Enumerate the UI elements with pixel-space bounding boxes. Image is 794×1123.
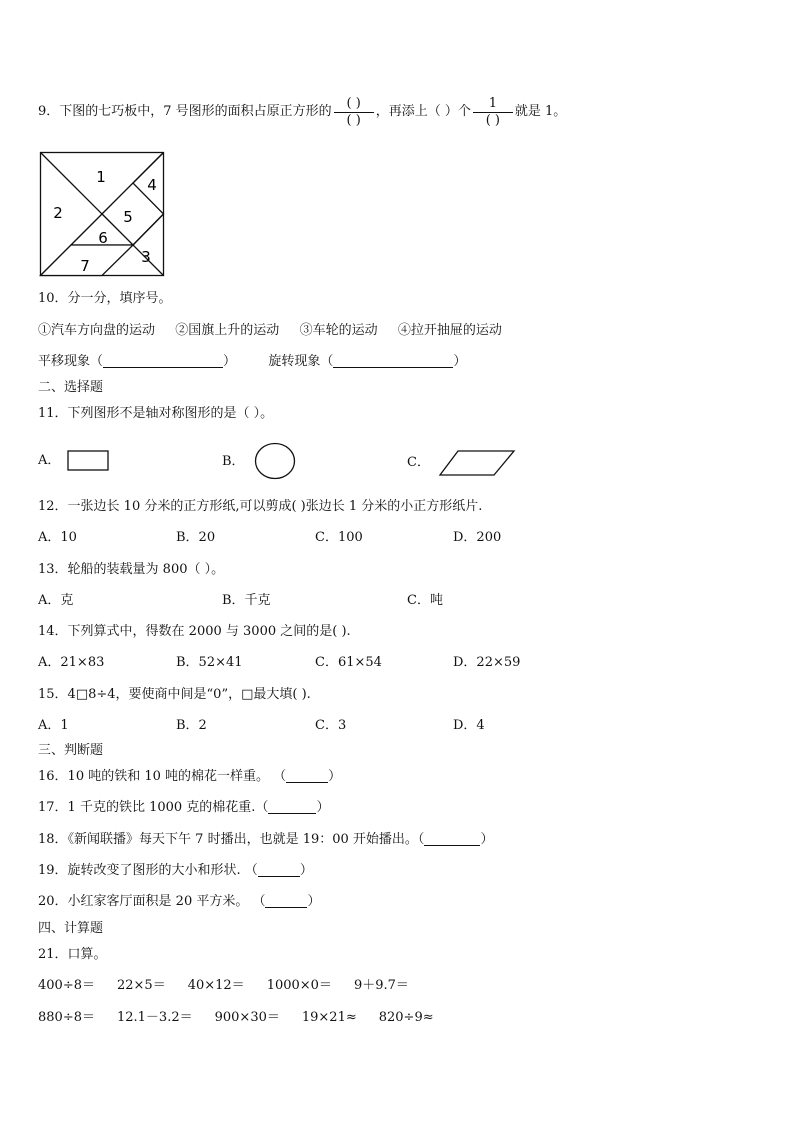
q11-option-c-label: C． bbox=[407, 455, 430, 470]
calc-item: 880÷8＝ bbox=[38, 1010, 95, 1025]
calc-item: 400÷8＝ bbox=[38, 978, 95, 993]
q10-answers bbox=[38, 353, 466, 371]
q16-close: ） bbox=[328, 769, 342, 784]
q16-stem: 16．10 吨的铁和 10 吨的棉花一样重。 （ bbox=[38, 769, 287, 784]
q10-item-2: ②国旗上升的运动 bbox=[175, 323, 280, 338]
q14-option-a[interactable]: A．21×83 bbox=[38, 655, 105, 670]
q15-option-c[interactable]: C．3 bbox=[315, 718, 347, 733]
tangram-label-3: 3 bbox=[141, 248, 151, 266]
q17-blank[interactable] bbox=[268, 800, 316, 814]
q19-stem: 19．旋转改变了图形的大小和形状. （ bbox=[38, 863, 258, 878]
q15-option-b[interactable]: B．2 bbox=[176, 718, 207, 733]
section-calc-heading: 四、计算题 bbox=[38, 921, 104, 936]
q10-item-1: ①汽车方向盘的运动 bbox=[38, 323, 156, 338]
translation-label: 平移现象（ bbox=[38, 354, 104, 369]
q18-line bbox=[38, 831, 493, 849]
tangram-label-7: 7 bbox=[80, 257, 90, 275]
q11-stem: 11．下列图形不是轴对称图形的是（ ）。 bbox=[38, 406, 274, 421]
q18-stem: 18．《新闻联播》每天下午 7 时播出，也就是 19：00 开始播出。（ bbox=[38, 832, 425, 847]
calc-item: 9＋9.7＝ bbox=[353, 978, 409, 993]
q16-blank[interactable] bbox=[286, 769, 328, 783]
q15-stem: 15．4□8÷4，要使商中间是“0”，□最大填( ). bbox=[38, 687, 311, 702]
rotation-label: 旋转现象（ bbox=[268, 354, 334, 369]
parallelogram-shape bbox=[438, 448, 518, 478]
q10-title: 10．分一分，填序号。 bbox=[38, 291, 172, 306]
q14-option-b[interactable]: B．52×41 bbox=[176, 655, 243, 670]
calc-item: 820÷9≈ bbox=[378, 1010, 434, 1025]
translation-blank[interactable] bbox=[103, 354, 223, 368]
q12-option-b[interactable]: B．20 bbox=[176, 530, 216, 545]
q12-option-d[interactable]: D．200 bbox=[453, 530, 502, 545]
q13-option-b[interactable]: B．千克 bbox=[222, 593, 271, 608]
q20-close: ） bbox=[307, 894, 321, 909]
q17-close: ） bbox=[316, 800, 330, 815]
tangram-figure bbox=[38, 150, 168, 278]
q13-stem: 13．轮船的装载量为 800（ ）。 bbox=[38, 562, 225, 577]
rotation-blank[interactable] bbox=[333, 354, 453, 368]
tangram-label-5: 5 bbox=[123, 208, 133, 226]
section-choice-heading: 二、选择题 bbox=[38, 380, 104, 395]
q11-option-c[interactable] bbox=[407, 448, 518, 478]
calc-item: 12.1－3.2＝ bbox=[116, 1010, 193, 1025]
q17-line bbox=[38, 799, 329, 817]
q11-option-b-label: B． bbox=[222, 454, 245, 469]
q15-option-a[interactable]: A．1 bbox=[38, 718, 69, 733]
q20-blank[interactable] bbox=[265, 894, 307, 908]
q9-text-mid: ，再添上（ ）个 bbox=[375, 104, 471, 119]
q20-stem: 20．小红家客厅面积是 20 平方米。 （ bbox=[38, 894, 266, 909]
q9-fraction-2-denominator: ( ) bbox=[485, 112, 500, 128]
q9-text-pre: 9．下图的七巧板中，7 号图形的面积占原正方形的 bbox=[38, 104, 332, 119]
q9-fraction-1 bbox=[334, 96, 374, 129]
q11-option-a-label: A． bbox=[38, 453, 61, 468]
rotation-close: ） bbox=[453, 354, 467, 369]
rectangle-shape bbox=[66, 448, 112, 474]
q12-option-c[interactable]: C．100 bbox=[315, 530, 363, 545]
q21-row-2 bbox=[38, 1009, 456, 1027]
q17-stem: 17．1 千克的铁比 1000 克的棉花重.（ bbox=[38, 800, 269, 815]
q10-item-4: ④拉开抽屉的运动 bbox=[397, 323, 502, 338]
q19-line bbox=[38, 862, 313, 880]
q19-blank[interactable] bbox=[258, 863, 300, 877]
tangram-label-6: 6 bbox=[98, 229, 108, 247]
q9-line bbox=[38, 92, 566, 132]
q14-option-d[interactable]: D．22×59 bbox=[453, 655, 521, 670]
q18-blank[interactable] bbox=[424, 832, 480, 846]
q11-option-a[interactable] bbox=[38, 448, 112, 474]
q14-stem: 14．下列算式中，得数在 2000 与 3000 之间的是( ). bbox=[38, 624, 351, 639]
translation-close: ） bbox=[223, 354, 237, 369]
q9-fraction-2-numerator: 1 bbox=[488, 95, 497, 111]
q9-fraction-2 bbox=[473, 96, 513, 129]
calc-item: 40×12＝ bbox=[187, 978, 245, 993]
tangram-label-2: 2 bbox=[53, 204, 63, 222]
calc-item: 1000×0＝ bbox=[266, 978, 332, 993]
q16-line bbox=[38, 768, 341, 786]
calc-item: 22×5＝ bbox=[116, 978, 166, 993]
q9-fraction-1-denominator: ( ) bbox=[346, 112, 361, 128]
q10-items bbox=[38, 322, 502, 340]
q9-fraction-1-numerator: ( ) bbox=[346, 95, 361, 111]
tangram-label-4: 4 bbox=[147, 176, 157, 194]
q14-option-c[interactable]: C．61×54 bbox=[315, 655, 382, 670]
q18-close: ） bbox=[480, 832, 494, 847]
tangram-label-1: 1 bbox=[96, 168, 106, 186]
q12-option-a[interactable]: A．10 bbox=[38, 530, 77, 545]
q13-option-c[interactable]: C．吨 bbox=[407, 593, 443, 608]
q11-option-b[interactable] bbox=[222, 442, 299, 482]
q19-close: ） bbox=[299, 863, 313, 878]
q9-text-post: 就是 1。 bbox=[514, 104, 567, 119]
circle-shape bbox=[253, 442, 299, 482]
q10-item-3: ③车轮的运动 bbox=[299, 323, 378, 338]
q15-option-d[interactable]: D．4 bbox=[453, 718, 485, 733]
section-judge-heading: 三、判断题 bbox=[38, 743, 104, 758]
q21-title: 21．口算。 bbox=[38, 947, 107, 962]
q20-line bbox=[38, 893, 321, 911]
q13-option-a[interactable]: A．克 bbox=[38, 593, 74, 608]
q12-stem: 12．一张边长 10 分米的正方形纸,可以剪成( )张边长 1 分米的小正方形纸片. bbox=[38, 499, 483, 514]
calc-item: 19×21≈ bbox=[301, 1010, 357, 1025]
q21-row-1 bbox=[38, 977, 431, 995]
calc-item: 900×30＝ bbox=[214, 1010, 280, 1025]
